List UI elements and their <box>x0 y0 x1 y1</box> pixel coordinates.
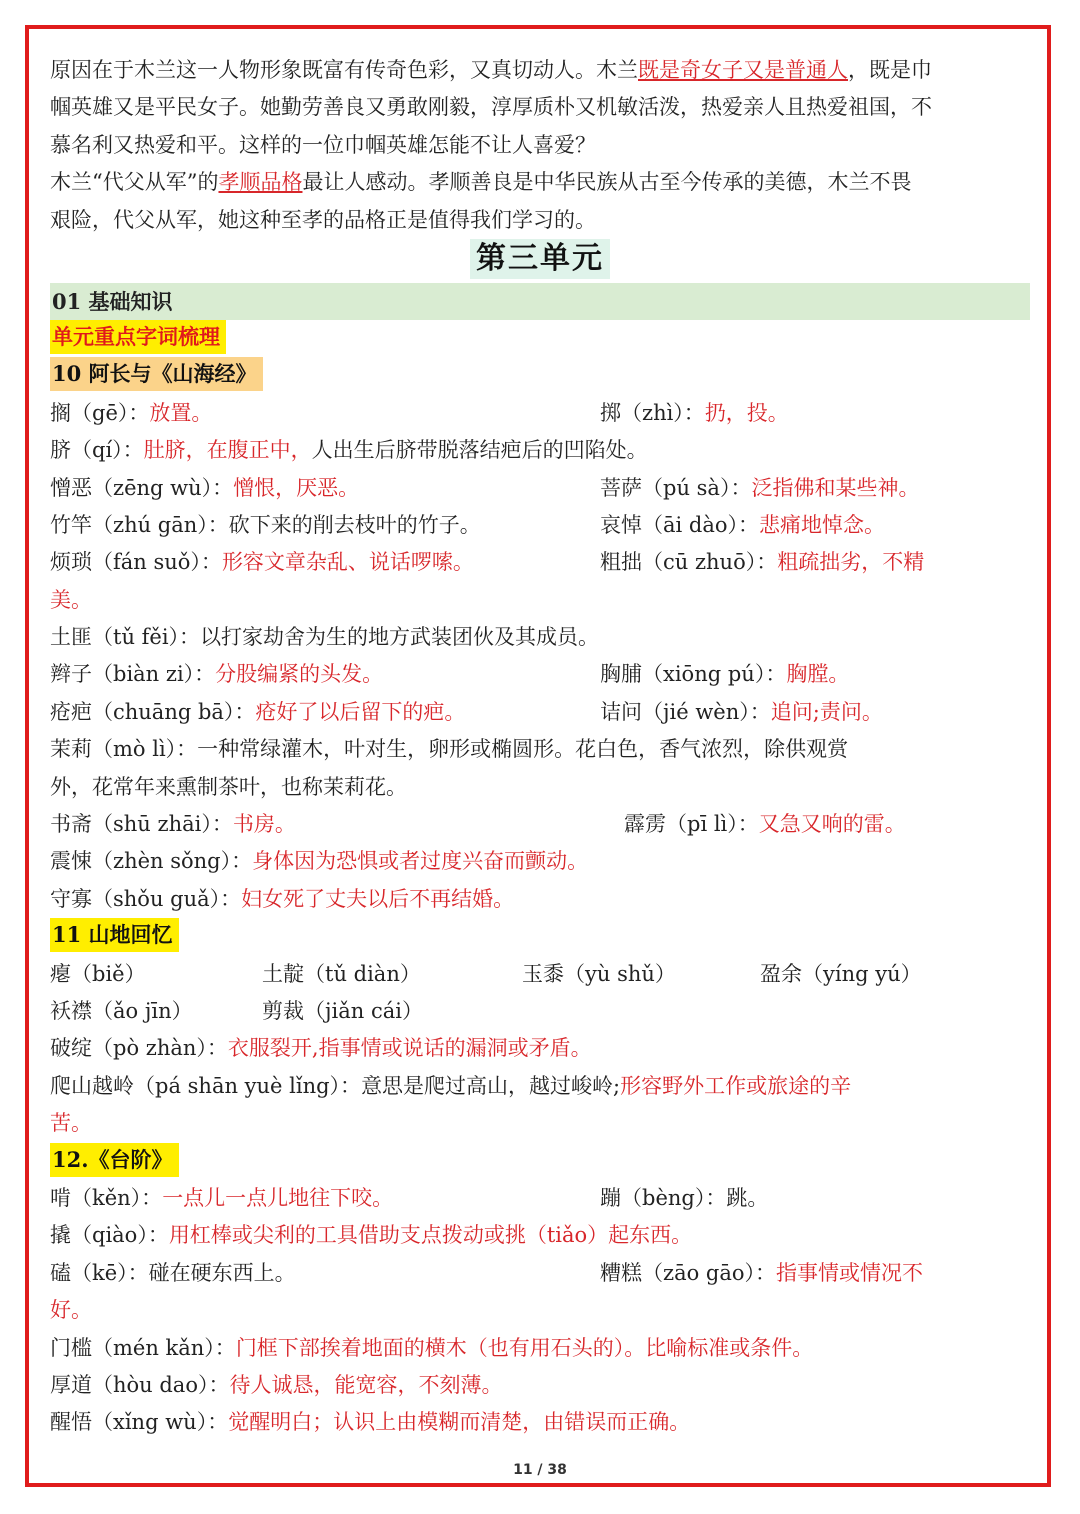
vocab-definition: 跳。 <box>726 1185 769 1210</box>
vocab-term: 菩萨（pú sà）： <box>600 475 752 500</box>
vocab-definition-highlight: 形容文章杂乱、说话啰嗦。 <box>221 550 474 575</box>
vocab-term: 守寡（shǒu guǎ）： <box>50 886 242 911</box>
lesson12-heading-row <box>50 1143 1030 1180</box>
vocab-entry <box>50 849 588 873</box>
lesson12-title: 12.《台阶》 <box>50 1143 179 1177</box>
vocab-definition-highlight: 悲痛地悼念。 <box>759 512 886 537</box>
vocab-row <box>50 619 1030 656</box>
vocab-entry <box>600 470 919 507</box>
vocab-term: 蹦（bèng）： <box>600 1185 727 1210</box>
vocab-definition-highlight: 美。 <box>50 587 92 612</box>
lesson12-word-list <box>50 1180 1030 1442</box>
intro-line-1 <box>50 52 1030 89</box>
vocab-definition-highlight: 衣服裂开,指事情或说话的漏洞或矛盾。 <box>227 1036 592 1061</box>
vocab-definition-highlight: 形容野外工作或旅途的辛 <box>620 1073 852 1098</box>
vocab-term: 糟糕（zāo gāo）： <box>600 1260 777 1285</box>
lesson11-words-row-2 <box>50 993 1030 1030</box>
vocab-entry <box>600 1255 923 1292</box>
vocab-entry <box>600 694 883 731</box>
vocab-entry <box>50 588 92 612</box>
vocab-term: 醒悟（xǐng wù）： <box>50 1410 229 1435</box>
section-basic-knowledge: 01 基础知识 <box>50 283 1030 320</box>
intro-text: 最让人感动。孝顺善良是中华民族从古至今传承的美德，木兰不畏 <box>302 170 912 195</box>
vocab-term: 疮疤（chuāng bā）： <box>50 699 256 724</box>
vocab-definition-highlight: 门框下部挨着地面的横木（也有用石头的）。比喻标准或条件。 <box>235 1335 814 1360</box>
vocab-definition-highlight: 又急又响的雷。 <box>758 812 906 837</box>
vocab-term: 脐（qí）： <box>50 438 144 463</box>
vocab-row <box>50 582 1030 619</box>
vocab-row <box>50 1330 1030 1367</box>
vocab-row <box>50 843 1030 880</box>
intro-text: 木兰“代父从军”的 <box>50 170 219 195</box>
vocab-entry <box>600 1180 768 1217</box>
vocab-entry <box>50 662 383 686</box>
vocab-row <box>50 1105 1030 1142</box>
vocab-row <box>50 731 1030 768</box>
vocab-term: 哀悼（āi dào）： <box>600 512 760 537</box>
word-item: 瘪（biě） <box>50 961 146 986</box>
vocab-definition: 意思是爬过高山，越过峻岭; <box>361 1073 621 1098</box>
vocab-definition-highlight: 分股编紧的头发。 <box>215 662 384 687</box>
vocab-entry <box>50 401 212 425</box>
lesson10-word-list <box>50 395 1030 918</box>
vocab-entry <box>50 625 599 649</box>
vocab-row <box>50 1030 1030 1067</box>
vocab-definition: 人出生后脐带脱落结疤后的凹陷处。 <box>311 438 648 463</box>
vocab-entry <box>600 544 924 581</box>
vocab-term: 掷（zhì）： <box>600 400 705 425</box>
vocab-entry <box>600 507 885 544</box>
vocab-term: 厚道（hòu dao）： <box>50 1372 230 1397</box>
vocab-definition-highlight: 粗疏拙劣，不精 <box>777 550 925 575</box>
word-item: 土靛（tǔ diàn） <box>262 961 421 986</box>
vocab-entry <box>50 1036 592 1060</box>
vocab-definition: 外，花常年来熏制茶叶，也称茉莉花。 <box>50 774 407 799</box>
vocab-definition-highlight: 憎恨，厌恶。 <box>233 475 360 500</box>
lesson10-heading-row <box>50 357 1030 394</box>
intro-text: 原因在于木兰这一人物形象既富有传奇色彩，又真切动人。木兰 <box>50 58 638 82</box>
intro-line-3 <box>50 127 1030 164</box>
vocab-definition-highlight: 好。 <box>50 1298 92 1323</box>
vocab-term: 破绽（pò zhàn）： <box>50 1036 228 1061</box>
page-content <box>50 52 1030 1442</box>
vocab-row <box>50 1367 1030 1404</box>
vocab-entry <box>600 395 789 432</box>
vocab-definition: 碰在硬东西上。 <box>148 1260 296 1285</box>
unit-title-wrap <box>50 239 1030 283</box>
vocab-entry <box>50 700 465 724</box>
vocab-term: 憎恶（zēng wù）： <box>50 475 234 500</box>
intro-text: 艰险，代父从军，她这种至孝的品格正是值得我们学习的。 <box>50 207 596 232</box>
word-item: 剪裁（jiǎn cái） <box>262 998 423 1023</box>
vocab-term: 撬（qiào）： <box>50 1223 169 1248</box>
vocab-definition-highlight: 肚脐，在腹正中， <box>143 438 312 463</box>
vocab-entry <box>50 1223 692 1247</box>
vocab-row <box>50 881 1030 918</box>
vocab-entry <box>600 656 849 693</box>
vocab-entry <box>50 1410 690 1434</box>
lesson11-heading-row <box>50 918 1030 955</box>
vocab-definition-highlight: 放置。 <box>149 400 213 425</box>
vocab-term: 辫子（biàn zi）： <box>50 662 216 687</box>
vocab-entry <box>50 1074 851 1098</box>
vocab-definition-highlight: 书房。 <box>232 812 296 837</box>
intro-highlight: 孝顺品格 <box>218 170 303 195</box>
vocab-definition: 一种常绿灌木，叶对生，卵形或椭圆形。花白色，香气浓烈，除供观赏 <box>197 737 849 762</box>
vocab-row <box>50 1404 1030 1441</box>
vocab-row <box>50 1217 1030 1254</box>
vocab-entry <box>50 887 514 911</box>
vocab-row <box>50 544 1030 581</box>
vocab-term: 胸脯（xiōng pú）： <box>600 662 787 687</box>
vocab-entry <box>624 806 906 843</box>
vocab-entry <box>50 550 474 574</box>
word-item: 袄襟（ǎo jīn） <box>50 998 193 1023</box>
vocab-row <box>50 507 1030 544</box>
lesson11-word-list <box>50 1030 1030 1142</box>
vocab-term: 竹竿（zhú gān）： <box>50 512 229 537</box>
vocab-term: 土匪（tǔ fěi）： <box>50 625 201 650</box>
vocab-definition-highlight: 身体因为恐惧或者过度兴奋而颤动。 <box>252 849 589 874</box>
vocab-row <box>50 1068 1030 1105</box>
vocab-entry <box>50 1336 813 1360</box>
vocab-definition-highlight: 觉醒明白；认识上由模糊而清楚，由错误而正确。 <box>228 1410 691 1435</box>
intro-text: 帼英雄又是平民女子。她勤劳善良又勇敢刚毅，淳厚质朴又机敏活泼，热爱亲人且热爱祖国，不 <box>50 95 932 120</box>
vocab-definition-highlight: 一点儿一点儿地往下咬。 <box>162 1185 394 1210</box>
vocab-term: 粗拙（cū zhuō）： <box>600 550 778 575</box>
intro-highlight: 既是奇女子又是普通人 <box>638 58 848 82</box>
vocab-definition-highlight: 追问;责问。 <box>770 699 883 724</box>
vocab-entry <box>50 737 848 761</box>
vocab-row <box>50 806 1030 843</box>
section-key-words: 单元重点字词梳理 <box>50 320 226 354</box>
vocab-term: 爬山越岭（pá shān yuè lǐng）： <box>50 1073 362 1098</box>
vocab-entry <box>50 775 407 799</box>
vocab-row <box>50 694 1030 731</box>
vocab-row <box>50 769 1030 806</box>
intro-line-5 <box>50 202 1030 239</box>
vocab-definition-highlight: 指事情或情况不 <box>776 1260 924 1285</box>
vocab-term: 书斋（shū zhāi）： <box>50 812 233 837</box>
vocab-row <box>50 1255 1030 1292</box>
word-item: 盈余（yíng yú） <box>760 961 922 986</box>
lesson10-title: 10 阿长与《山海经》 <box>50 357 263 391</box>
vocab-term: 茉莉（mò lì）： <box>50 737 198 762</box>
vocab-definition-highlight: 苦。 <box>50 1111 92 1136</box>
vocab-term: 门槛（mén kǎn）： <box>50 1335 236 1360</box>
intro-line-4 <box>50 164 1030 201</box>
vocab-definition: 以打家劫舍为生的地方武装团伙及其成员。 <box>200 625 600 650</box>
vocab-entry <box>50 1186 393 1210</box>
page-number: 11 / 38 <box>513 1462 567 1478</box>
vocab-entry <box>50 1261 296 1285</box>
vocab-entry <box>50 1298 92 1322</box>
vocab-row <box>50 395 1030 432</box>
vocab-term: 搁（gē）： <box>50 400 150 425</box>
unit-title: 第三单元 <box>470 239 610 279</box>
vocab-row <box>50 1292 1030 1329</box>
vocab-entry <box>50 1373 502 1397</box>
vocab-term: 霹雳（pī lì）： <box>624 812 759 837</box>
vocab-definition-highlight: 扔，投。 <box>704 400 789 425</box>
lesson11-title: 11 山地回忆 <box>50 918 179 952</box>
intro-text: ，既是巾 <box>848 58 932 82</box>
word-item: 玉黍（yù shǔ） <box>522 961 676 986</box>
vocab-definition-highlight: 疮好了以后留下的疤。 <box>255 699 466 724</box>
vocab-row <box>50 470 1030 507</box>
vocab-definition: 砍下来的削去枝叶的竹子。 <box>228 512 481 537</box>
intro-text: 慕名利又热爱和平。这样的一位巾帼英雄怎能不让人喜爱？ <box>50 132 596 157</box>
section-words-row <box>50 320 1030 357</box>
vocab-row <box>50 432 1030 469</box>
vocab-term: 啃（kěn）： <box>50 1185 163 1210</box>
vocab-term: 诘问（jié wèn）： <box>600 699 771 724</box>
vocab-term: 磕（kē）： <box>50 1260 149 1285</box>
intro-line-2 <box>50 89 1030 126</box>
vocab-entry <box>50 476 359 500</box>
vocab-entry <box>50 438 648 462</box>
vocab-definition-highlight: 胸膛。 <box>786 662 850 687</box>
vocab-definition-highlight: 用杠棒或尖利的工具借助支点拨动或挑（tiǎo）起东西。 <box>168 1223 693 1248</box>
vocab-row <box>50 656 1030 693</box>
vocab-entry <box>50 812 296 836</box>
vocab-definition-highlight: 待人诚恳，能宽容，不刻薄。 <box>229 1372 503 1397</box>
vocab-term: 烦琐（fán suǒ）： <box>50 550 222 575</box>
vocab-row <box>50 1180 1030 1217</box>
vocab-term: 震悚（zhèn sǒng）： <box>50 849 253 874</box>
vocab-entry <box>50 1111 92 1135</box>
vocab-entry <box>50 513 481 537</box>
vocab-definition-highlight: 泛指佛和某些神。 <box>751 475 920 500</box>
vocab-definition-highlight: 妇女死了丈夫以后不再结婚。 <box>241 886 515 911</box>
lesson11-words-row-1 <box>50 956 1030 993</box>
